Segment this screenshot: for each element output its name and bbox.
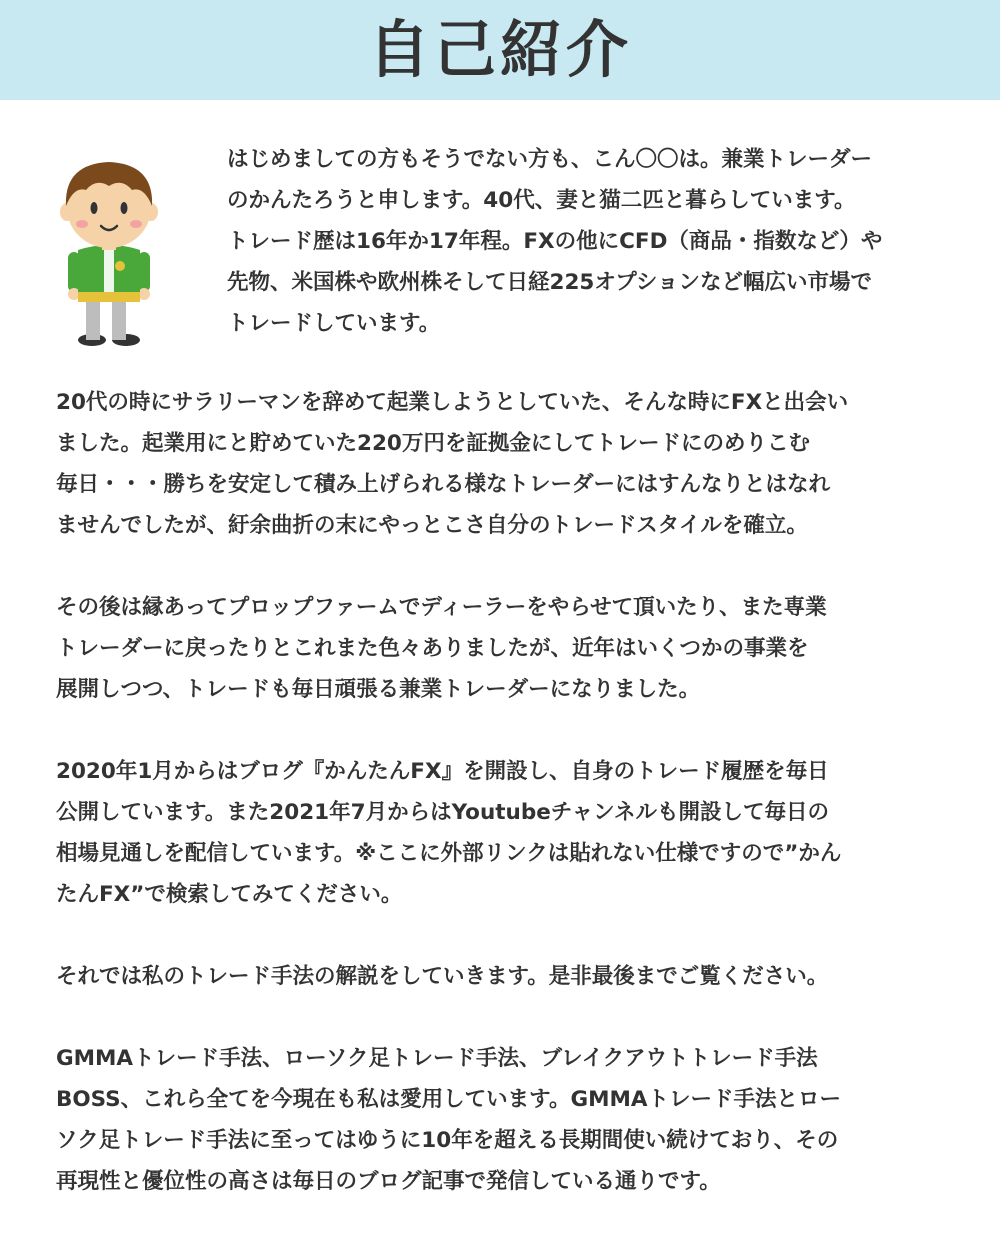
avatar [48, 150, 178, 350]
main-content [0, 348, 956, 1202]
header-banner [0, 0, 1000, 100]
paragraph-career: 20代の時にサラリーマンを辞めて起業しようとしていた、そんな時にFXと出会い ました。起業用にと貯めていた220万円を証拠金にしてトレードにのめりこむ 毎日・・・勝ちを安定して積み上げられる様なトレーダーにはすんなりとはなれ ませんでしたが、紆余曲折の末にやっとこさ自分のトレードスタイルを確立。 [56, 390, 849, 538]
paragraph-methods: GMMAトレード手法、ローソク足トレード手法、ブレイクアウトトレード手法 BOSS、これら全てを今現在も私は愛用しています。GMMAトレード手法とロー ソク足トレード手法に至ってはゆうに10年を超える長期間使い続けており、その 再現性と優位性の高さは毎日のブログ記事で発信している通りです。 [56, 1046, 842, 1194]
intro-section [0, 100, 1000, 348]
paragraph-history: その後は縁あってプロップファームでディーラーをやらせて頂いたり、また専業 トレーダーに戻ったりとこれまた色々ありましたが、近年はいくつかの事業を 展開しつつ、トレードも毎日頑張る兼業トレーダーになりました。 [56, 595, 827, 702]
paragraph-lead: それでは私のトレード手法の解説をしていきます。是非最後までご覧ください。 [56, 964, 829, 989]
intro-text: はじめましての方もそうでない方も、こん〇〇は。兼業トレーダー のかんたろうと申します。40代、妻と猫二匹と暮らしています。 トレード歴は16年か17年程。FXの他にCFD（商品・指数など）や 先物、米国株や欧州株そして日経225オプションなど幅広い市場で トレードしています。 [227, 147, 883, 336]
paragraph-blog: 2020年1月からはブログ『かんたんFX』を開設し、自身のトレード履歴を毎日 公開しています。また2021年7月からはYoutubeチャンネルも開設して毎日の 相場見通しを配信しています。※ここに外部リンクは貼れない仕様ですので”かん たんFX”で検索してみてください。 [56, 759, 842, 907]
page-title: 自己紹介 [367, 13, 632, 86]
